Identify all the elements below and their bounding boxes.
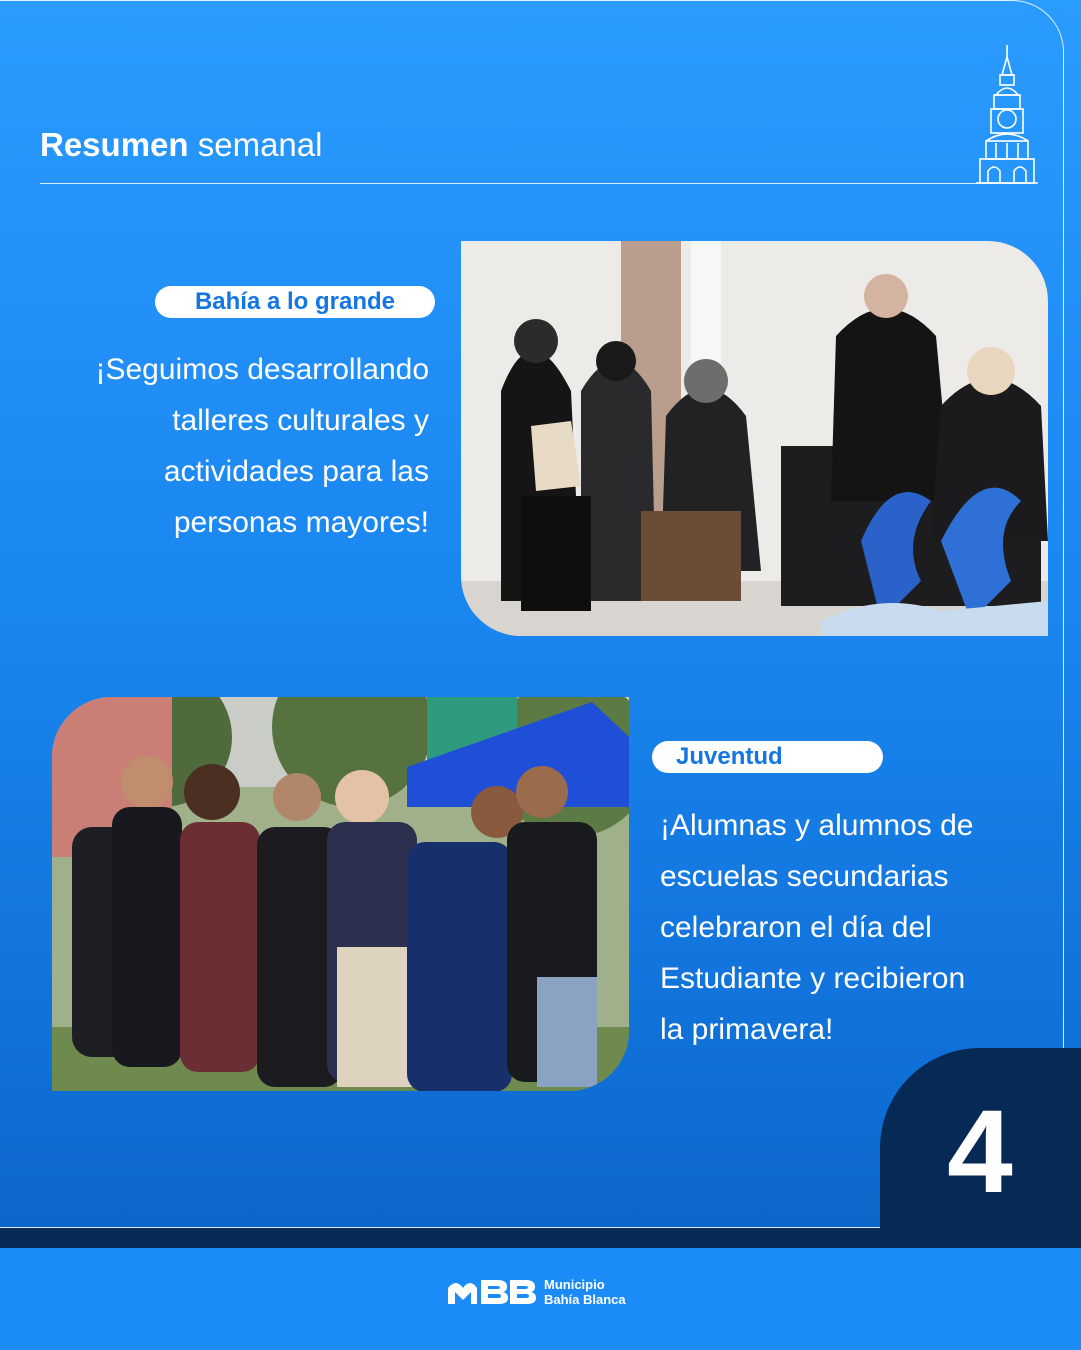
municipio-logo: [446, 1275, 626, 1309]
title-light: semanal: [197, 126, 323, 163]
photo-elderly-workshop: [461, 241, 1048, 636]
section-1-line: personas mayores!: [173, 506, 429, 539]
logo-text: [544, 1277, 626, 1307]
section-1-line: ¡Seguimos desarrollando: [95, 353, 429, 386]
title-divider: [40, 183, 1030, 184]
tag-juventud: Juventud: [652, 741, 883, 773]
logo-line-2: Bahía Blanca: [544, 1292, 626, 1307]
title-bold: Resumen: [40, 126, 189, 163]
section-2-line: ¡Alumnas y alumnos de: [660, 809, 974, 842]
mbb-logo-icon: [446, 1278, 538, 1306]
tag-bahia-a-lo-grande: Bahía a lo grande: [155, 286, 435, 318]
page-title: [40, 126, 322, 164]
section-1-text: [29, 344, 429, 548]
bottom-band: [0, 1228, 1081, 1248]
section-2-text: [660, 800, 1040, 1055]
section-2-line: escuelas secundarias: [660, 860, 949, 893]
section-2-line: Estudiante y recibieron: [660, 962, 966, 995]
section-2-line: la primavera!: [660, 1013, 834, 1046]
photo-students: [52, 697, 629, 1091]
section-1-line: actividades para las: [163, 455, 429, 488]
logo-line-1: Municipio: [544, 1277, 605, 1292]
section-2-line: celebraron el día del: [660, 911, 932, 944]
page-number: 4: [947, 1086, 1013, 1218]
cathedral-tower-icon: [974, 45, 1040, 185]
section-1-line: talleres culturales y: [172, 404, 429, 437]
